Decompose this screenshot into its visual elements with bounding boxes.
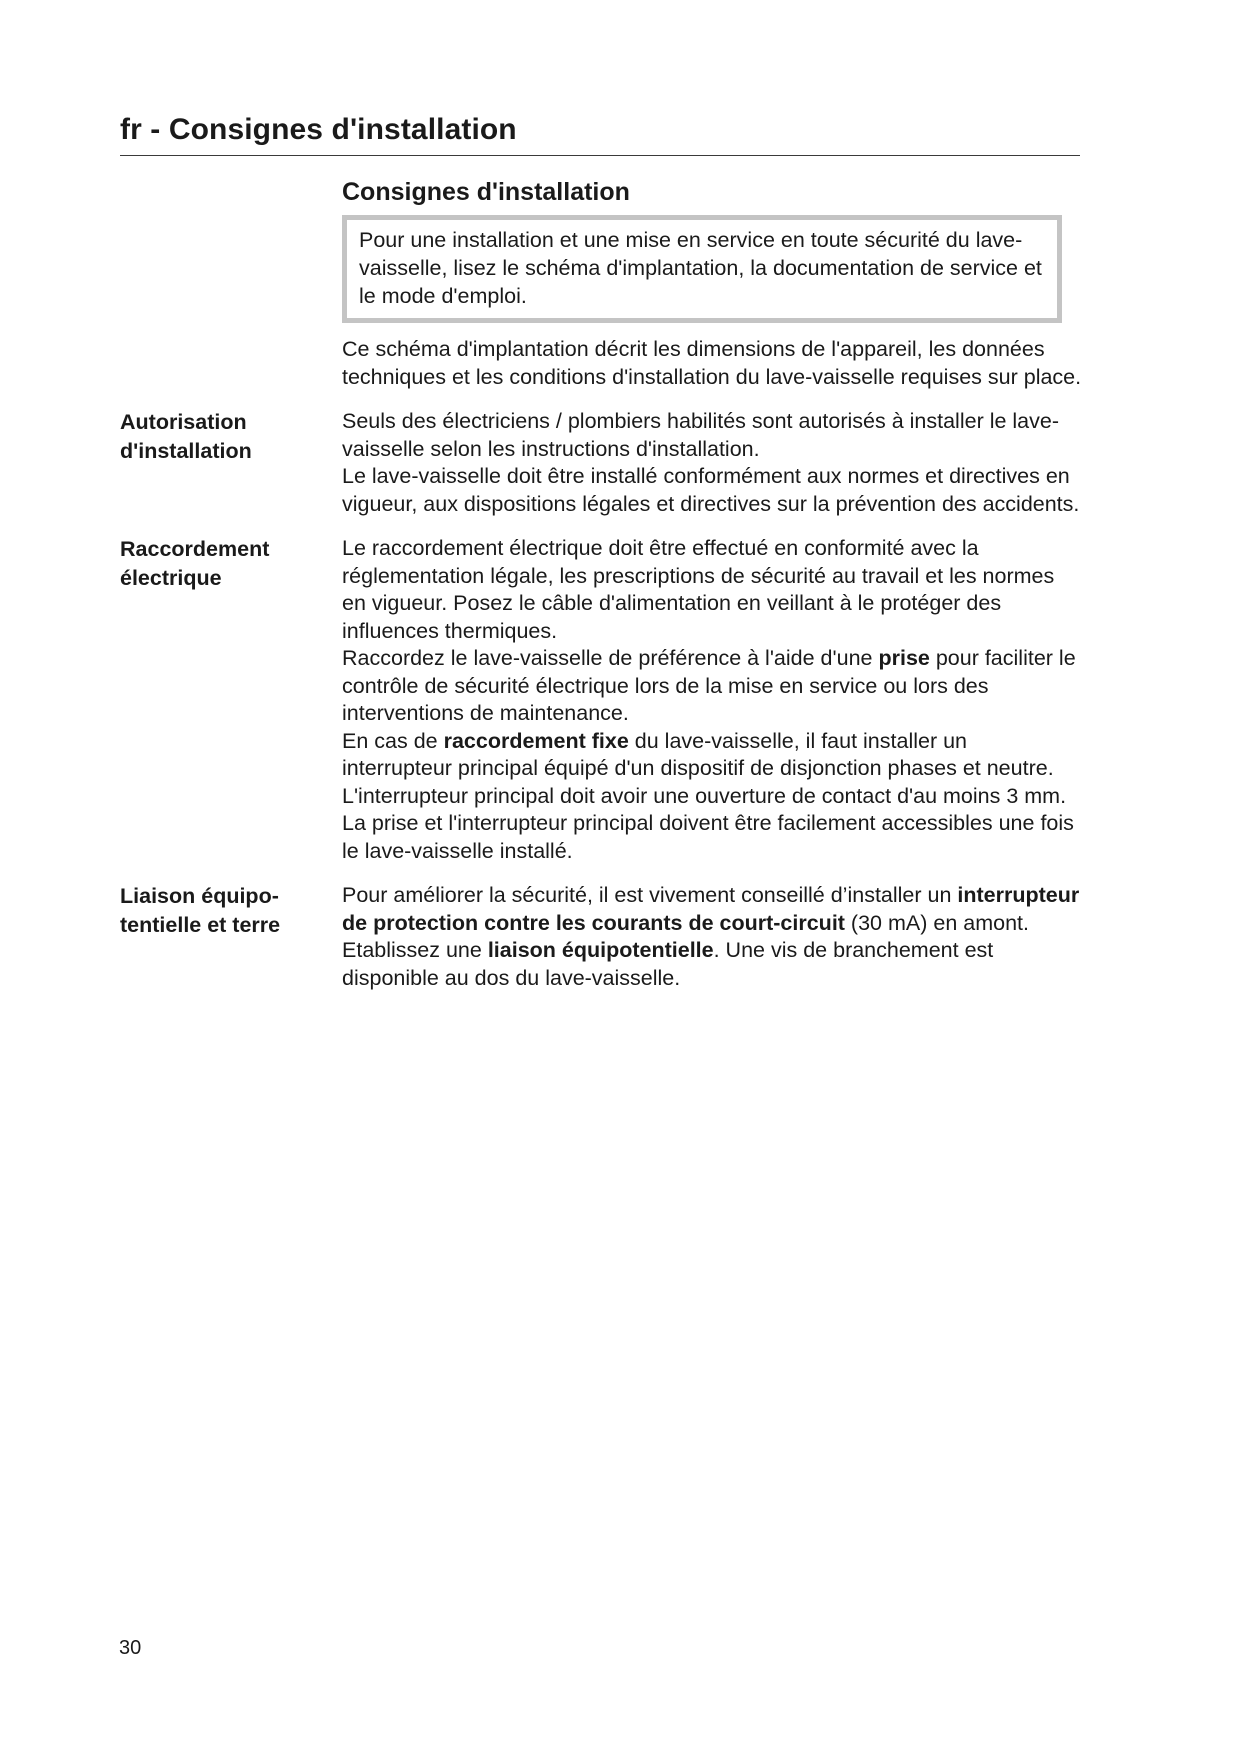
paragraph: La prise et l'interrupteur principal doivent être facilement accessibles une fois le lave-vaisselle installé. [342, 811, 1074, 863]
paragraph [342, 937, 1080, 992]
page-number: 30 [119, 1637, 142, 1659]
page-header [120, 113, 1080, 156]
label-line: Autorisation [120, 410, 247, 434]
text-run: Pour améliorer la sécurité, il est vivement conseillé d’installer un [342, 883, 958, 907]
text-run: pour faciliter le contrôle de sécurité électrique lors de la mise en service ou lors des interventions de maintenance. [342, 646, 1076, 725]
label-line: Liaison équipo- [120, 884, 279, 908]
section-text-liaison [342, 882, 1080, 992]
label-line: électrique [120, 566, 222, 590]
bold-term: interrupteur de protection contre les courants de court-circuit [342, 883, 1080, 935]
text-run: . Une vis de branchement est disponible au dos du lave-vaisselle. [342, 938, 994, 990]
bold-term: raccordement fixe [443, 728, 629, 753]
paragraph: Le lave-vaisselle doit être installé conformément aux normes et directives en vigueur, aux dispositions légales et directives sur la prévention des accidents. [342, 464, 1080, 516]
bold-term: prise [878, 646, 930, 670]
paragraph [342, 728, 1080, 811]
section-title: Consignes d'installation [342, 178, 630, 206]
paragraph [342, 882, 1080, 937]
section-autorisation [120, 408, 1080, 518]
section-text-raccordement [342, 535, 1080, 865]
section-liaison [120, 882, 1080, 992]
label-line: tentielle et terre [120, 913, 281, 937]
label-line: d'installation [120, 439, 252, 463]
section-text-autorisation [342, 408, 1080, 518]
section-raccordement [120, 535, 1080, 865]
text-run: Etablissez une [342, 938, 488, 962]
paragraph [342, 645, 1080, 728]
bold-term: liaison équipotentielle [487, 938, 714, 962]
text-run: (30 mA) en amont. [844, 910, 1029, 935]
section-label-autorisation [120, 408, 342, 518]
text-run: En cas de [342, 728, 444, 753]
text-run: Raccordez le lave-vaisselle de préférence à l'aide d'une [342, 646, 879, 670]
intro-paragraph: Ce schéma d'implantation décrit les dimensions de l'appareil, les données techniques et les conditions d'installation du lave-vaisselle requises sur place. [342, 337, 1082, 389]
paragraph: Le raccordement électrique doit être effectué en conformité avec la réglementation légale, les prescriptions de sécurité au travail et les normes en vigueur. Posez le câble d'alimentation en veillant à le protéger des influences thermiques. [342, 536, 1055, 643]
section-label-liaison [120, 882, 342, 992]
paragraph: Seuls des électriciens / plombiers habilités sont autorisés à installer le lave-vaisselle selon les instructions d'installation. [342, 409, 1060, 461]
page-title: fr - Consignes d'installation [120, 113, 517, 146]
label-line: Raccordement [120, 537, 270, 561]
content [120, 178, 1080, 992]
text-run: du lave-vaisselle, il faut installer un interrupteur principal équipé d'un dispositif de disjonction phases et neutre. L'interrupteur principal doit avoir une ouverture de contact d'au moins 3 mm. [342, 728, 1067, 808]
section-label-raccordement [120, 535, 342, 865]
note-box: Pour une installation et une mise en service en toute sécurité du lave-vaisselle, lisez le schéma d'implantation, la documentation de service et le mode d'emploi. [342, 215, 1062, 323]
